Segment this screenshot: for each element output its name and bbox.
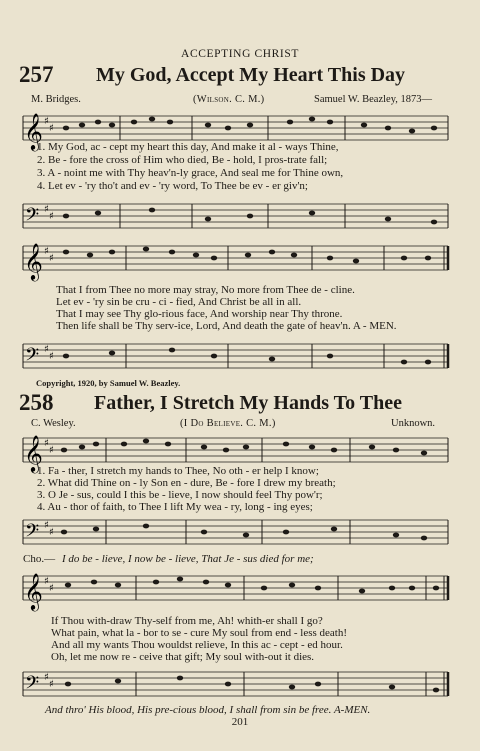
hymn-title: Father, I Stretch My Hands To Thee: [94, 392, 402, 414]
hymn-author: M. Bridges.: [31, 94, 81, 105]
svg-text:𝄢: 𝄢: [25, 673, 40, 698]
verse-line: 1. My God, ac - cept my heart this day, And make it al - ways Thine,: [37, 141, 339, 153]
verse-line: 4. Let ev - 'ry tho't and ev - 'ry word, To Thee be ev - er giv'n;: [37, 180, 308, 192]
svg-text:𝄢: 𝄢: [25, 345, 40, 370]
hymn-number: 258: [19, 390, 54, 415]
svg-text:♯: ♯: [44, 116, 49, 127]
svg-text:♯: ♯: [44, 438, 49, 449]
hymn-number: 257: [19, 62, 54, 87]
treble-staff: [0, 242, 480, 278]
verse-line: Oh, let me now re - ceive that gift; My soul with-out it dies.: [51, 651, 315, 663]
svg-text:♯: ♯: [49, 583, 54, 594]
chorus-line: And thro' His blood, His pre-cious blood, I shall from sin be free. A-MEN.: [45, 704, 371, 716]
svg-text:♯: ♯: [49, 445, 54, 456]
svg-text:♯: ♯: [44, 344, 49, 355]
verse-line: 1. Fa - ther, I stretch my hands to Thee, No oth - er help I know;: [37, 465, 319, 477]
bass-staff: [0, 512, 480, 552]
svg-text:♯: ♯: [49, 351, 54, 362]
chorus-label: Cho.—: [23, 553, 56, 565]
svg-text:♯: ♯: [49, 679, 54, 690]
svg-text:𝄞: 𝄞: [24, 572, 43, 610]
svg-text:𝄢: 𝄢: [25, 205, 40, 230]
hymn-tune: (I Do Believe. C. M.): [180, 418, 276, 429]
treble-staff: [0, 572, 480, 608]
page-number: 201: [231, 716, 249, 728]
verse-line: If Thou with-draw Thy-self from me, Ah! whith-er shall I go?: [51, 615, 323, 627]
bass-staff: [0, 336, 480, 376]
verse-line: And all my wants Thou wouldst relieve, In this ac - cept - ed hour.: [51, 639, 343, 651]
bass-staff: [0, 664, 480, 704]
svg-text:𝄢: 𝄢: [25, 521, 40, 546]
hymn-author: C. Wesley.: [31, 418, 76, 429]
svg-text:♯: ♯: [49, 211, 54, 222]
hymn-composer: Samuel W. Beazley, 1873—: [314, 94, 433, 105]
verse-line: 4. Au - thor of faith, to Thee I lift My wea - ry, long - ing eyes;: [37, 501, 313, 513]
verse-line: 3. A - noint me with Thy heav'n-ly grace, And seal me for Thine own,: [37, 167, 344, 179]
verse-line: That I from Thee no more may stray, No more from Thee de - cline.: [56, 284, 355, 296]
verse-line: Let ev - 'ry sin be cru - ci - fied, And Christ be all in all.: [56, 296, 302, 308]
verse-line: 2. Be - fore the cross of Him who died, Be - hold, I pros-trate fall;: [37, 154, 328, 166]
svg-text:♯: ♯: [44, 672, 49, 683]
svg-text:♯: ♯: [44, 520, 49, 531]
svg-text:♯: ♯: [49, 123, 54, 134]
copyright-notice: Copyright, 1920, by Samuel W. Beazley.: [36, 378, 181, 388]
svg-text:𝄞: 𝄞: [24, 242, 43, 280]
svg-text:𝄞: 𝄞: [24, 112, 43, 150]
bass-staff: [0, 196, 480, 236]
svg-text:♯: ♯: [49, 253, 54, 264]
hymn-composer: Unknown.: [391, 418, 436, 429]
verse-line: That I may see Thy glo-rious face, And worship near Thy throne.: [56, 308, 343, 320]
hymn-title: My God, Accept My Heart This Day: [96, 64, 406, 86]
section-title: ACCEPTING CHRIST: [181, 48, 299, 60]
verse-line: 2. What did Thine on - ly Son en - dure, Be - fore I drew my breath;: [37, 477, 336, 489]
verse-line: What pain, what la - bor to se - cure My soul from end - less death!: [51, 627, 347, 639]
svg-text:♯: ♯: [49, 527, 54, 538]
hymn-tune: (Wilson. C. M.): [193, 94, 265, 105]
svg-text:𝄞: 𝄞: [24, 434, 43, 472]
svg-text:♯: ♯: [44, 576, 49, 587]
svg-text:♯: ♯: [44, 246, 49, 257]
verse-line: Then life shall be Thy serv-ice, Lord, And death the gate of heav'n. A - MEN.: [56, 320, 397, 332]
svg-text:♯: ♯: [44, 204, 49, 215]
verse-line: 3. O Je - sus, could I this be - lieve, I now should feel Thy pow'r;: [37, 489, 323, 501]
chorus-line: I do be - lieve, I now be - lieve, That Je - sus died for me;: [62, 553, 314, 565]
